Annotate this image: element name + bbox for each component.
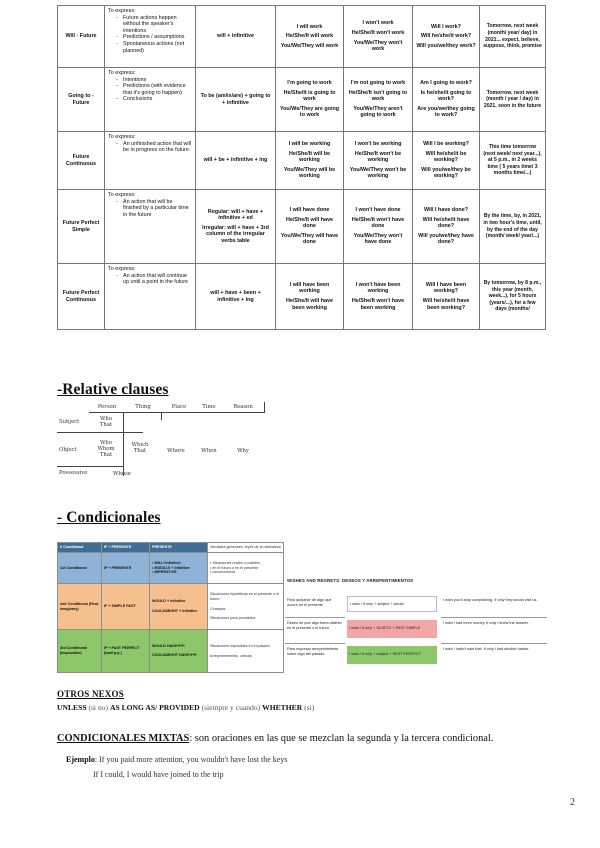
cond-row-zero — [58, 543, 284, 553]
nexo-whether: WHETHER — [262, 703, 303, 712]
question-line: Will I be working? — [423, 141, 469, 148]
question-line: Is he/she/it going to work? — [420, 89, 472, 103]
tense-use-item: - An unfinished action that will be in progress on the future. — [116, 141, 192, 154]
tense-form — [196, 190, 276, 264]
cond-main-item: WOULD HAVE+P.P. — [152, 644, 186, 649]
wish-structure: I wish / If only + subject + would — [347, 596, 437, 612]
tense-affirmative — [276, 132, 344, 190]
relative-clauses-table — [57, 402, 265, 482]
nexo-whether-es: (si) — [304, 703, 315, 712]
question-line: Will he/she/it be working? — [425, 150, 467, 164]
negative-line: I won't be working — [354, 141, 402, 148]
conditionals-heading: - Condicionales — [57, 509, 161, 526]
tense-name: Future Perfect Simple — [58, 190, 105, 264]
affirmative-line: You/We/They will work — [280, 42, 339, 49]
mixed-conditionals-text: : son oraciones en las que se mezclan la segunda y la tercera condicional. — [189, 733, 494, 744]
wish-use: Deseo de que algo fuera distinto en el presente o el futuro — [287, 621, 342, 630]
affirmative-line: I will have been working — [289, 281, 330, 295]
affirmative-line: You/We/They will have done — [280, 232, 339, 246]
cond-main-item: COULD/MIGHT + infinitive — [152, 609, 198, 613]
cond-if-clause: IF + PRESENTE — [102, 543, 150, 553]
cond-row-first — [58, 553, 284, 584]
tense-use — [105, 6, 196, 68]
cond-main-item: • WILL+infinitive — [152, 561, 205, 566]
wish-structure: I wish / If only + SUJETO + PAST SIMPLE — [347, 620, 437, 638]
tense-affirmative — [276, 6, 344, 68]
wish-structure: I wish / If only + subject + PAST PERFECT — [347, 646, 437, 664]
negative-line: You/We/They won't work — [353, 39, 403, 53]
affirmative-line: You/We/They are going to work — [279, 105, 340, 119]
tense-form: will + infinitive — [196, 6, 276, 68]
negative-line: You/We/They aren't going to work — [353, 105, 403, 119]
cond-type: 1st Conditional — [58, 553, 102, 584]
rel-when: When — [201, 448, 217, 454]
question-line: Will I work? — [431, 23, 461, 30]
tense-use-heading: To express: — [108, 266, 136, 272]
cond-main-item: COULD/MIGHT HAVE+P.P. — [152, 653, 198, 657]
cond-use-item: • en el futuro o en el presente — [210, 566, 281, 571]
wish-use: Para quejarse de algo que ocurre en el presente — [287, 598, 332, 607]
cond-main-clause — [150, 553, 208, 584]
tense-negative — [344, 68, 413, 132]
tense-form: will + have + been + infinitive + ing — [196, 264, 276, 330]
cond-main-item: • IMPERATIVE — [152, 570, 205, 575]
cond-type: 2nd Conditional (Real, Imaginary) — [58, 584, 102, 630]
question-line: Will you/we/they have done? — [418, 232, 474, 246]
cond-use-item: Arrepentimientos, críticas — [210, 653, 252, 658]
relative-clauses-heading: -Relative clauses — [57, 381, 169, 398]
affirmative-line: I will be working — [288, 141, 331, 148]
nexo-unless: UNLESS — [57, 703, 87, 712]
rel-object-person: Who Whom That — [97, 440, 115, 458]
question-line: Will he/she/it have done? — [422, 216, 470, 230]
rel-row-subject: Subject — [59, 419, 80, 425]
negative-line: You/We/They won't be working — [349, 166, 407, 180]
tense-use-item: - Future actions happen without the speaker's intentions — [116, 15, 192, 35]
tense-use-heading: To express: — [108, 70, 136, 76]
affirmative-line: He/She/It will have done — [285, 216, 334, 230]
tense-negative — [344, 132, 413, 190]
negative-line: You/We/They won't have done — [353, 232, 403, 246]
tense-row — [58, 68, 546, 132]
affirmative-line: You/We/They will be working — [283, 166, 336, 180]
cond-main-item: • MODALS + infinitive — [152, 566, 205, 571]
tense-use — [105, 264, 196, 330]
negative-line: He/She/It won't be working — [354, 150, 402, 164]
cond-type: 0 Conditional — [58, 543, 102, 553]
tense-row — [58, 190, 546, 264]
tense-time-expressions: Tomorrow, next week (month / year / day) in 2021, soon in the future — [480, 68, 546, 132]
cond-use-item: • Situaciones reales o posibles — [210, 561, 281, 566]
cond-if-clause: IF + PAST PERFECT (had+p.p.) — [102, 630, 150, 673]
tense-question — [413, 6, 480, 68]
tense-use — [105, 68, 196, 132]
tense-use-item: - Predictions (with evidence that it's going to happen) — [116, 83, 192, 96]
tense-negative — [344, 190, 413, 264]
mixed-conditionals-line — [57, 733, 493, 744]
tense-affirmative — [276, 190, 344, 264]
cond-use-item: • consecuencia — [210, 570, 281, 575]
tense-use-item: - Spontaneous actions (not planned) — [116, 41, 192, 54]
cond-use-item: Situaciones poco probables — [210, 616, 256, 621]
tense-time-expressions: By tomorrow, by 8 p.m., this year (month, week...), for 5 hours (years/...), for a few days (months/ — [480, 264, 546, 330]
tense-row — [58, 6, 546, 68]
example-text-1: : If you paid more attention, you wouldn't have lost the keys — [94, 755, 288, 764]
affirmative-line: He/She/It will work — [285, 33, 334, 40]
rel-which-that: Which That — [131, 442, 149, 454]
affirmative-line: I will work — [296, 23, 323, 30]
question-line: Will I have been working? — [425, 281, 467, 295]
tense-use-item: - Conclusions — [116, 96, 192, 103]
wish-example: I wish I hadn't said that. If only I had studied harder. — [443, 647, 530, 651]
cond-use — [208, 584, 284, 630]
cond-use-item: Consejos — [210, 606, 226, 611]
negative-line: I won't have been working — [355, 281, 401, 295]
mixed-conditionals-heading: CONDICIONALES MIXTAS — [57, 733, 190, 744]
cond-type: 3rd Conditional (Impossible) — [58, 630, 102, 673]
question-line: Am I going to work? — [420, 80, 472, 87]
otros-nexos-line — [57, 703, 314, 712]
tense-question — [413, 190, 480, 264]
tense-question — [413, 68, 480, 132]
tense-question — [413, 132, 480, 190]
example-line-1 — [66, 755, 287, 764]
affirmative-line: I'm going to work — [287, 80, 332, 87]
tense-name: Going to - Future — [58, 68, 105, 132]
negative-line: I'm not going to work — [350, 80, 406, 87]
negative-line: I won't have done — [355, 207, 401, 214]
cond-use — [208, 630, 284, 673]
tense-time-expressions: Tomorrow, next week (month/ year/ day) in 2021... expect, believe, suppose, think, promise — [480, 6, 546, 68]
tense-form: To be (am/is/are) + going to + infinitive — [196, 68, 276, 132]
tense-name: Will - Future — [58, 6, 105, 68]
question-line: Will you/we/they work? — [416, 42, 476, 49]
cond-use-item: Situaciones imposibles en el pasado — [210, 643, 270, 648]
wish-use: Para expresar arrepentimiento sobre algo del pasado — [287, 647, 339, 656]
tense-use — [105, 132, 196, 190]
cond-use-item: Situaciones hipotéticas en el presente o el futuro — [210, 592, 280, 601]
tense-use — [105, 190, 196, 264]
cond-row-second — [58, 584, 284, 630]
tense-use-item: - An action that will be finished by a particular time in the future — [116, 199, 192, 219]
tense-name: Future Continuous — [58, 132, 105, 190]
negative-line: He/She/It isn't going to work — [348, 89, 408, 103]
cond-main-clause — [150, 630, 208, 673]
tense-use-item: - Intentions — [116, 77, 192, 84]
wishes-table — [285, 576, 547, 679]
negative-line: I won't work — [362, 20, 394, 27]
affirmative-line: He/She/It is going to work — [283, 89, 336, 103]
rel-why: Why — [237, 448, 249, 454]
example-label: Ejemplo — [66, 755, 95, 764]
tense-negative — [344, 264, 413, 330]
affirmative-line: I will have done — [289, 207, 330, 214]
negative-line: He/She/It won't have done — [351, 216, 405, 230]
cond-use — [208, 553, 284, 584]
tense-use-heading: To express: — [108, 192, 136, 198]
question-line: Will you/we/they be working? — [421, 166, 471, 180]
otros-nexos-heading: OTROS NEXOS — [57, 689, 124, 699]
rel-col-person: Person — [97, 404, 117, 410]
rel-row-object: Object — [59, 447, 77, 453]
nexo-unless-es: (si no) — [88, 703, 109, 712]
cond-use: Verdades generales, leyes de la naturaleza — [208, 543, 284, 553]
cond-row-third — [58, 630, 284, 673]
tense-negative — [344, 6, 413, 68]
example-text-2: If I could, I would have joined to the trip — [93, 770, 224, 779]
tense-name: Future Perfect Continuous — [58, 264, 105, 330]
tense-time-expressions: By the time, by, in 2021, in two hour's time, until, by the end of the day (month/ week/ year/...) — [480, 190, 546, 264]
question-line: Will I have done? — [424, 207, 468, 214]
affirmative-line: He/She/It will be working — [288, 150, 331, 164]
tense-row — [58, 132, 546, 190]
tense-table — [57, 5, 546, 330]
question-line: Will he/she/it work? — [420, 33, 472, 40]
wish-example: I wish I had more money. If only I knew the answer. — [443, 621, 529, 625]
page-number: 2 — [570, 797, 575, 808]
rel-col-time: Time — [202, 404, 216, 410]
negative-line: He/She/It won't have been working — [351, 298, 405, 311]
cond-if-clause: IF + SIMPLE PAST — [102, 584, 150, 630]
rel-whose: Whose — [113, 471, 131, 477]
question-line: Are you/we/they going to work? — [417, 105, 475, 119]
wish-example: I wish you'd stop complaining. If only they would visit us. — [443, 598, 538, 602]
question-line: Will he/she/it have been working? — [422, 298, 470, 311]
tense-use-item: - Predictions / assumptions — [116, 34, 192, 41]
tense-use-heading: To express: — [108, 8, 136, 14]
rel-col-reason: Reason — [233, 404, 253, 410]
tense-time-expressions: This time tomorrow (next week/ next year...), at 5 p.m., in 2 weeks time ( 5 years time/ 3 months time/...) — [480, 132, 546, 190]
rel-where: Where — [167, 448, 185, 454]
tense-affirmative — [276, 68, 344, 132]
wishes-title: WISHES AND REGRETS: DESEOS Y ARREPENTIMIENTOS — [287, 578, 414, 583]
rel-col-place: Place — [171, 404, 187, 410]
tense-form-line: Irregular: will + have + 3rd column of the irregular verbs table — [202, 224, 269, 244]
cond-main-clause: PRESENTE — [150, 543, 208, 553]
conditionals-table — [57, 542, 284, 673]
tense-form: will + be + infinitive + ing — [196, 132, 276, 190]
rel-col-thing: Thing — [135, 404, 151, 410]
tense-use-heading: To express: — [108, 134, 136, 140]
affirmative-line: He/She/It will have been working — [285, 298, 334, 311]
rel-row-possessive: Possessive — [59, 470, 88, 476]
tense-row — [58, 264, 546, 330]
negative-line: He/She/It won't work — [351, 29, 405, 36]
nexo-as-long-as: AS LONG AS/ PROVIDED — [109, 703, 200, 712]
tense-affirmative — [276, 264, 344, 330]
cond-if-clause: IF + PRESENTE — [102, 553, 150, 584]
cond-main-clause — [150, 584, 208, 630]
nexo-as-long-as-es: (siempre y cuando) — [201, 703, 261, 712]
tense-use-item: - An action that will continue up until a point in the future — [116, 273, 192, 286]
rel-subject-person: Who That — [99, 416, 113, 428]
cond-main-item: WOULD + infinitive — [152, 599, 186, 604]
tense-form-line: Regular: will + have + infinitive + ed — [207, 208, 264, 222]
tense-question — [413, 264, 480, 330]
